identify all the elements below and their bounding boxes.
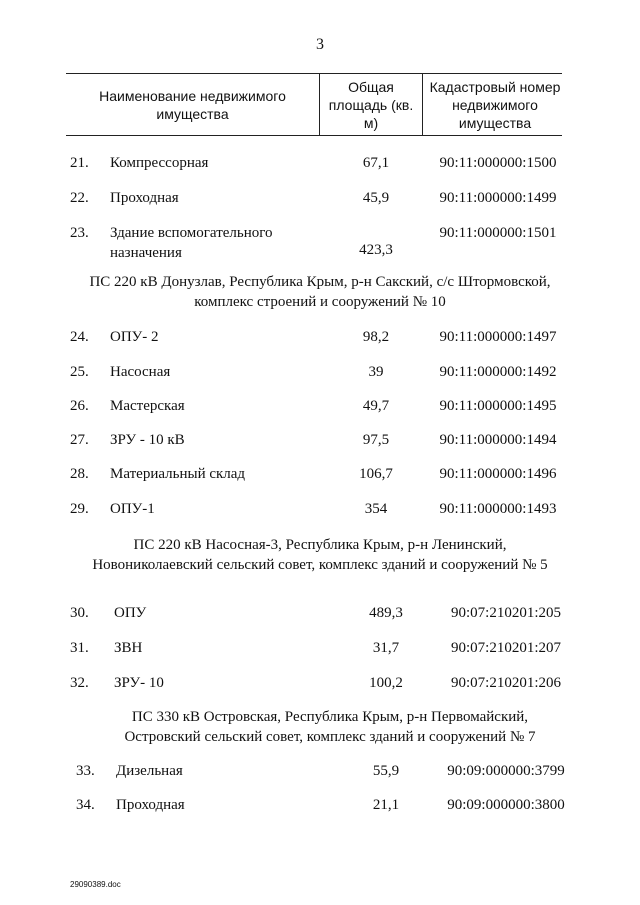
row-number: 25. [70, 364, 89, 380]
row-number: 31. [70, 640, 89, 656]
row-number: 22. [70, 190, 89, 206]
row-name: ОПУ [114, 605, 147, 621]
row-area: 489,3 [369, 605, 403, 621]
section-heading: ПС 220 кВ Насосная-3, Республика Крым, р-н Ленинский, Новониколаевский сельский совет, комплекс зданий и сооружений № 5 [92, 537, 548, 573]
row-area: 45,9 [362, 190, 390, 206]
row-name: Проходная [110, 190, 179, 206]
row-name: ЗРУ - 10 кВ [110, 432, 185, 448]
row-area: 49,7 [362, 398, 390, 414]
row-name: Здание вспомогательного назначения [110, 225, 273, 261]
row-name: Дизельная [116, 763, 183, 779]
file-name-footer: 29090389.doc [70, 880, 121, 889]
header-area: Общая площадь (кв. м) [328, 79, 414, 131]
table-top-rule [66, 73, 562, 74]
row-cadastral: 90:11:000000:1497 [439, 329, 557, 345]
row-name: Насосная [110, 364, 171, 380]
row-area: 106,7 [359, 466, 393, 482]
row-cadastral: 90:07:210201:206 [450, 675, 561, 691]
row-number: 29. [70, 501, 89, 517]
row-cadastral: 90:11:000000:1499 [439, 190, 557, 206]
row-number: 23. [70, 225, 89, 241]
row-area: 98,2 [362, 329, 390, 345]
row-name: Проходная [116, 797, 185, 813]
row-cadastral: 90:11:000000:1495 [439, 398, 557, 414]
row-name: ОПУ-1 [110, 501, 155, 517]
row-area: 100,2 [369, 675, 403, 691]
row-area: 97,5 [362, 432, 390, 448]
row-name: ОПУ- 2 [110, 329, 159, 345]
row-number: 34. [76, 797, 95, 813]
row-number: 26. [70, 398, 89, 414]
row-area: 39 [368, 364, 384, 380]
header-divider-2 [422, 73, 423, 135]
row-cadastral: 90:07:210201:205 [450, 605, 561, 621]
header-cadastral: Кадастровый номер недвижимого имущества [429, 79, 561, 131]
row-cadastral: 90:11:000000:1500 [439, 155, 557, 171]
row-number: 30. [70, 605, 89, 621]
section-heading: ПС 220 кВ Донузлав, Республика Крым, р-н Сакский, с/с Штормовской, комплекс строений и сооружений № 10 [89, 274, 551, 310]
row-name: ЗВН [114, 640, 143, 656]
row-name: Компрессорная [110, 155, 209, 171]
row-number: 27. [70, 432, 89, 448]
row-area: 21,1 [372, 797, 400, 813]
row-cadastral: 90:09:000000:3799 [447, 763, 565, 779]
row-number: 21. [70, 155, 89, 171]
row-name: ЗРУ- 10 [114, 675, 164, 691]
row-area: 55,9 [372, 763, 400, 779]
row-cadastral: 90:11:000000:1492 [439, 364, 557, 380]
row-area: 31,7 [372, 640, 400, 656]
section-heading: ПС 330 кВ Островская, Республика Крым, р-н Первомайский, Островский сельский совет, комплекс зданий и сооружений № 7 [124, 709, 536, 745]
row-area: 354 [364, 501, 388, 517]
header-name: Наименование недвижимого имущества [99, 88, 286, 122]
row-cadastral: 90:11:000000:1494 [439, 432, 557, 448]
header-divider-1 [319, 73, 320, 135]
row-number: 28. [70, 466, 89, 482]
row-number: 24. [70, 329, 89, 345]
row-cadastral: 90:11:000000:1501 [439, 225, 557, 241]
row-area: 67,1 [362, 155, 390, 171]
row-cadastral: 90:09:000000:3800 [447, 797, 565, 813]
row-area: 423,3 [359, 242, 393, 258]
row-number: 33. [76, 763, 95, 779]
row-number: 32. [70, 675, 89, 691]
row-cadastral: 90:11:000000:1493 [439, 501, 557, 517]
row-name: Мастерская [110, 398, 185, 414]
row-cadastral: 90:11:000000:1496 [439, 466, 557, 482]
table-header-rule [66, 135, 562, 136]
page-number: 3 [316, 36, 324, 53]
row-name: Материальный склад [110, 466, 246, 482]
row-cadastral: 90:07:210201:207 [450, 640, 561, 656]
